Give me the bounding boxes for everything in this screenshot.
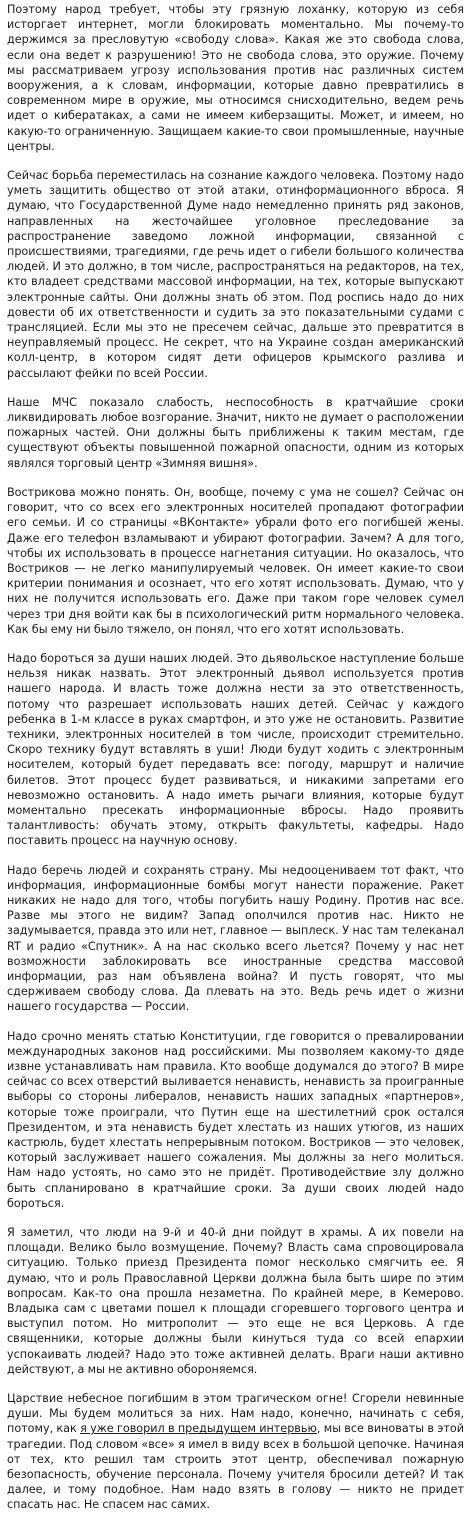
paragraph-7: Надо срочно менять статью Конституции, где говорится о превалировании международных законов над российскими. Мы позволяем какому-то дяде извне устанавливать нам правила. Кто вообще додумался до этого? В мире сейчас со всех отверстий выливается ненависть, ненависть за проигранные выборы со стороны либералов, ненависть наших западных «партнеров», которые тоже проиграли, что Путин еще на шестилетний срок остался Президентом, и эта ненависть будет хлестать из наших утюгов, из наших кастрюль, будет хлестать непрерывным потоком. Востриков — это человек, который заслуживает нашего сожаления. Мы должны за него молиться. Нам надо устоять, но само это не придёт. Противодействие злу должно быть спланировано в кратчайшие сроки. За души своих людей надо бороться. (7, 1029, 464, 1210)
paragraph-6: Надо беречь людей и сохранять страну. Мы недооцениваем тот факт, что информация, информационные бомбы могут нанести поражение. Ракет никаких не надо для того, чтобы погубить нашу Родину. Против нас все. Разве мы этого не видим? Запад ополчился против нас. Никто не задумывается, правда это или нет, главное — выплеск. У нас там телеканал RT и радио «Спутник». А на нас сколько всего льется? Почему у нас нет возможности заблокировать все иностранные средства массовой информации, раз нам объявлена война? И пусть говорят, что мы сдерживаем свободу слова. Да плевать на это. Ведь речь идет о жизни нашего государства — России. (7, 863, 464, 1014)
paragraph-1: Поэтому народ требует, чтобы эту грязную лоханку, которую из себя исторгает интернет, могли блокировать моментально. Мы почему-то держимся за пресловутую «свободу слова». Какая же это свобода слова, если она ведет к разрушению! Это не свобода слова, это оружие. Почему мы рассматриваем угрозу использования против нас различных систем вооружения, а к словам, информации, которые давно превратились в современном мире в оружие, мы относимся снисходительно, ведем речь идет о кибератаках, а сами не имеем киберзащиты. Может, и имеем, но какую-то ограниченную. Защищаем какие-то свои промышленные, научные центры. (7, 3, 464, 153)
paragraph-3: Наше МЧС показало слабость, неспособность в кратчайшие сроки ликвидировать любое возгорание. Значит, никто не думает о расположении пожарных частей. Они должны быть приближены к таким местам, где существуют объекты повышенной пожарной опасности, одним из которых являлся торговый центр «Зимняя вишня». (7, 395, 464, 470)
previous-interview-link[interactable]: я уже говорил в предыдущем интервью (80, 1422, 317, 1436)
paragraph-9-text-before-link: Царствие небесное погибшим в этом трагическом огне! Сгорели невинные души. Мы будем молиться за них. Нам надо, конечно, начинать с себя, потому, как (7, 1392, 464, 1436)
paragraph-2: Сейчас борьба переместилась на сознание каждого человека. Поэтому надо уметь защитить общество от этой атаки, отинформационного вброса. Я думаю, что Государственной Думе надо немедленно принять ряд законов, направленных на жесточайшее уголовное преследование за распространение заведомо ложной информации, связанной с происшествиями, трагедиями, где речь идет о гибели большого количества людей. И это должно, в том числе, распространяться на редакторов, на тех, кто владеет средствами массовой информации, на тех, которые выпускают электронные сайты. Они должны знать об этом. Под роспись надо до них довести об их ответственности и судить за это показательными судами с трансляцией. Если мы это не пресечем сейчас, дальше это превратится в неуправляемый процесс. Не секрет, что на Украине создан американский колл-центр, в котором сидят дети офицеров крымского разлива и рассылают фейки по всей России. (7, 169, 464, 380)
paragraph-9 (7, 1391, 464, 1513)
paragraph-9-text-after-link: , мы все виноваты в этой трагедии. Под словом «все» я имел в виду всех в большой цепочке. Начиная от тех, кто решил там строить этот центр, обеспечивал пожарную безопасность, обучение персонала. Почему учителя бросили детей? И так далее, и тому подобное. Нам надо взять в голову — никто не придет спасать нас. Не спасем нас самих. (7, 1422, 464, 1512)
paragraph-5: Надо бороться за души наших людей. Это дьявольское наступление больше нельзя никак назвать. Этот электронный дьявол используется против нашего народа. И власть тоже должна нести за это ответственность, потому что разрешает использовать наших детей. Сейчас у каждого ребенка в 1-м классе в руках смартфон, и это уже не остановить. Развитие техники, электронных носителей в том числе, происходит стремительно. Скоро технику будут вставлять в уши! Люди будут ходить с электронным носителем, который будет передавать все: погоду, маршрут и наличие билетов. Этот процесс будет развиваться, и никакими запретами его невозможно остановить. А надо иметь рычаги влияния, которые будут моментально пресекать информационные вбросы. Надо проявить талантливость: обучать этому, открыть факультеты, кафедры. Надо поставить процесс на научную основу. (7, 651, 464, 848)
paragraph-8: Я заметил, что люди на 9-й и 40-й дни пойдут в храмы. А их повели на площади. Велико было возмущение. Почему? Власть сама спровоцировала ситуацию. Только приезд Президента помог несколько смягчить ее. Я думаю, что и роль Православной Церкви должна была быть шире по этим вопросам. Как-то она прошла незаметна. По крайней мере, в Кемерово. Владыка сам с цветами пошел к площади сгоревшего торгового центра и выступил потом. Но митрополит — это еще не вся Церковь. А где священники, которые должны были кинуться туда со всей епархии успокаивать людей? Надо это тоже активней делать. Враги наши активно действуют, а мы не активно обороняемся. (7, 1226, 464, 1376)
paragraph-4: Вострикова можно понять. Он, вообще, почему с ума не сошел? Сейчас он говорит, что со всех его электронных носителей пропадают фотографии его семьи. И со страницы «ВКонтакте» убрали фото его погибшей жены. Даже его телефон взламывают и убирают фотографии. Зачем? А для того, чтобы их использовать в процессе нагнетания ситуации. Но оказалось, что Востриков — не легко манипулируемый человек. Он имеет какие-то свои критерии понимания и осознает, что его хотят использовать. Думаю, что у них не получится использовать его. Даже при таком горе человек сумел через три дня войти как бы в психологический ритм нормального человека. Как бы ему ни было тяжело, он понял, что его хотят использовать. (7, 485, 464, 636)
